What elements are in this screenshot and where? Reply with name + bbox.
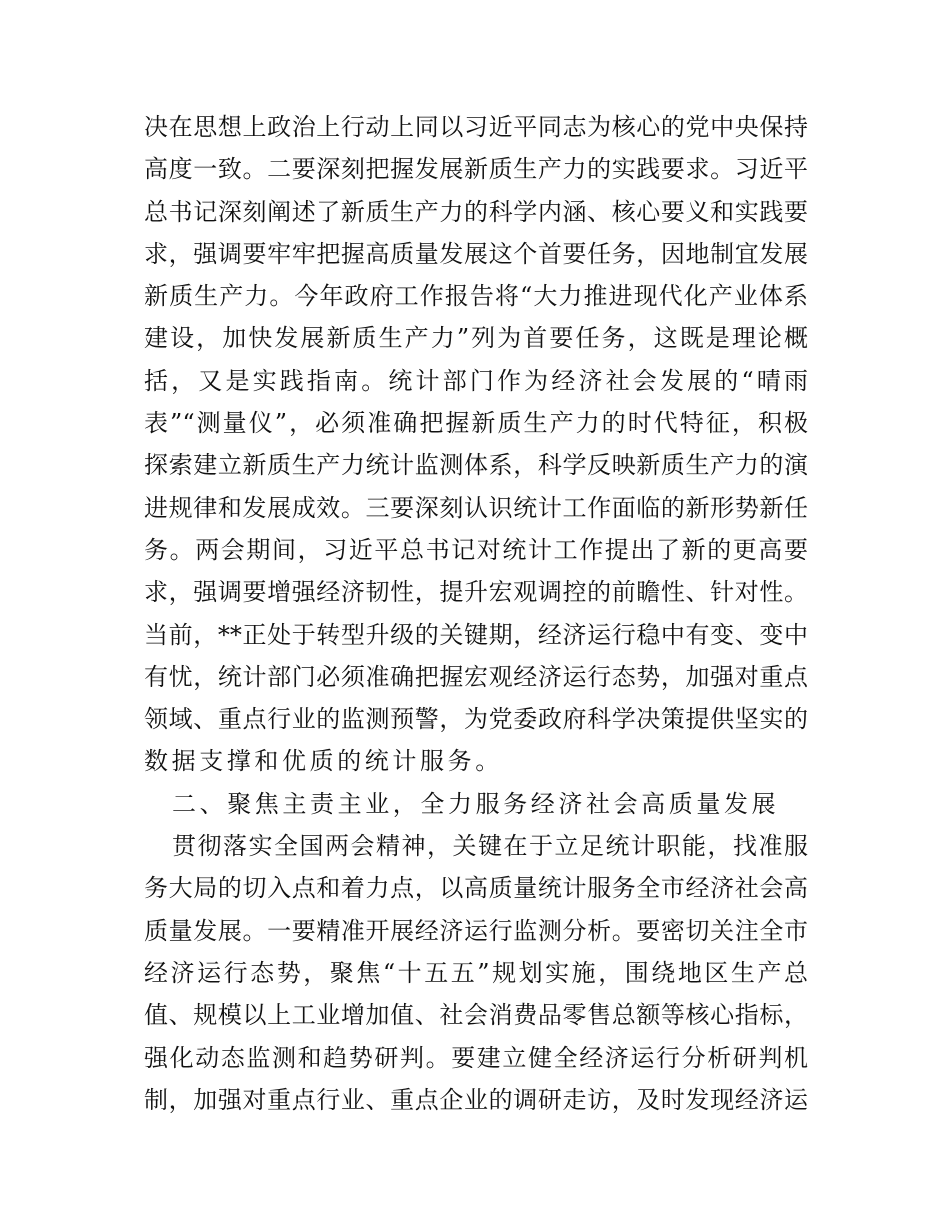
text-line: 领域、重点行业的监测预警，为党委政府科学决策提供坚实的 — [144, 705, 808, 734]
text-line: 当前，**正处于转型升级的关键期，经济运行稳中有变、变中 — [144, 620, 808, 649]
heading-line: 二、聚焦主责主业，全力服务经济社会高质量发展 — [172, 789, 780, 818]
text-line: 值、规模以上工业增加值、社会消费品零售总额等核心指标， — [144, 1001, 808, 1030]
body-paragraph — [144, 106, 808, 783]
text-line: 决在思想上政治上行动上同以习近平同志为核心的党中央保持 — [144, 113, 808, 141]
text-line: 高度一致。二要深刻把握发展新质生产力的实践要求。习近平 — [144, 155, 808, 184]
document-page — [144, 106, 808, 1121]
text-line: 求，强调要牢牢把握高质量发展这个首要任务，因地制宜发展 — [144, 239, 808, 268]
text-line: 新质生产力。今年政府工作报告将“大力推进现代化产业体系 — [144, 282, 808, 311]
text-line: 质量发展。一要精准开展经济运行监测分析。要密切关注全市 — [144, 916, 808, 945]
text-line: 总书记深刻阐述了新质生产力的科学内涵、核心要义和实践要 — [144, 197, 808, 226]
text-line: 求，强调要增强经济韧性，提升宏观调控的前瞻性、针对性。 — [144, 578, 808, 607]
text-line: 经济运行态势，聚焦“十五五”规划实施，围绕地区生产总 — [144, 958, 808, 987]
text-line: 有忧，统计部门必须准确把握宏观经济运行态势，加强对重点 — [144, 662, 808, 691]
text-line: 务。两会期间，习近平总书记对统计工作提出了新的更高要 — [144, 535, 808, 564]
text-line: 建设，加快发展新质生产力”列为首要任务，这既是理论概 — [144, 324, 808, 353]
text-line: 探索建立新质生产力统计监测体系，科学反映新质生产力的演 — [144, 451, 808, 480]
text-line: 制，加强对重点行业、重点企业的调研走访，及时发现经济运 — [144, 1085, 808, 1114]
section-heading — [144, 783, 808, 825]
body-paragraph — [144, 825, 808, 1121]
text-line: 强化动态监测和趋势研判。要建立健全经济运行分析研判机 — [144, 1043, 808, 1072]
text-line: 贯彻落实全国两会精神，关键在于立足统计职能，找准服 — [172, 832, 808, 861]
text-line: 表”“测量仪”，必须准确把握新质生产力的时代特征，积极 — [144, 409, 808, 438]
text-line: 务大局的切入点和着力点，以高质量统计服务全市经济社会高 — [144, 874, 808, 903]
text-line: 数据支撑和优质的统计服务。 — [144, 747, 503, 776]
text-line: 括，又是实践指南。统计部门作为经济社会发展的“晴雨 — [144, 366, 808, 395]
text-line: 进规律和发展成效。三要深刻认识统计工作面临的新形势新任 — [144, 493, 808, 522]
